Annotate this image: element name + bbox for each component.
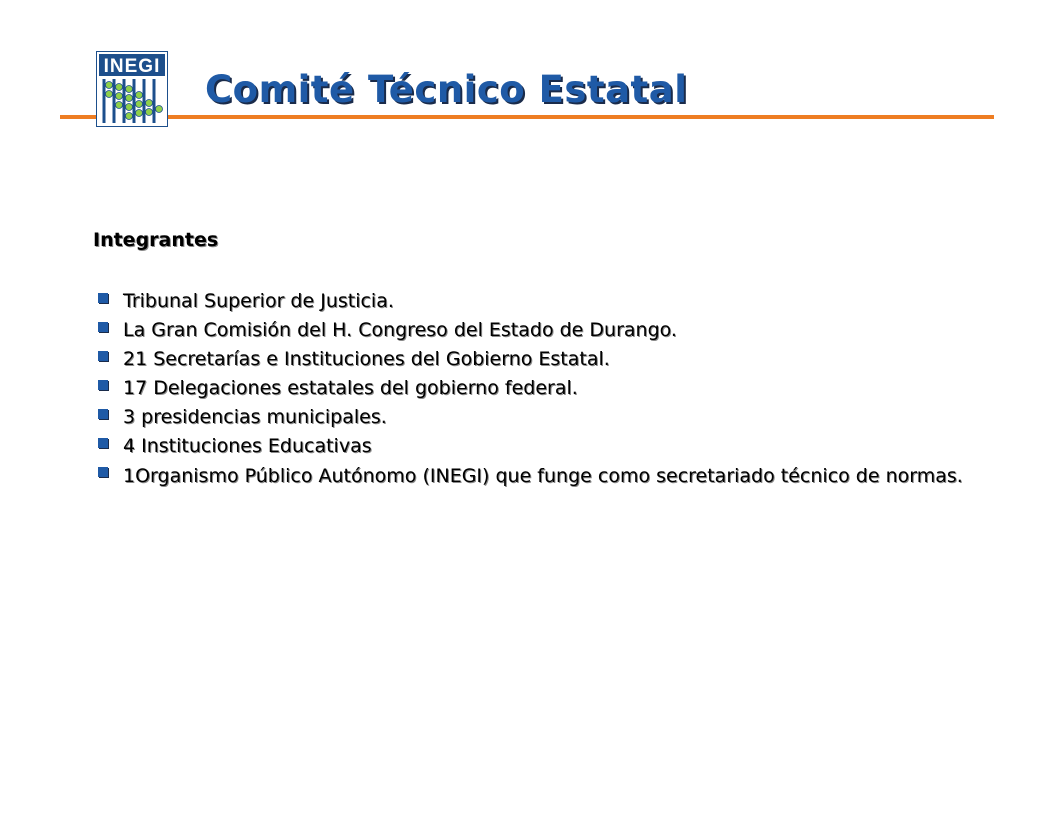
svg-text:INEGI: INEGI: [103, 56, 161, 77]
list-item-text: 1Organismo Público Autónomo (INEGI) que funge como secretariado técnico de normas.: [123, 465, 963, 487]
list-item: [98, 403, 970, 432]
list-item-text: La Gran Comisión del H. Congreso del Estado de Durango.: [123, 319, 677, 341]
list-item: [98, 345, 970, 374]
list-item: [98, 287, 970, 316]
square-bullet-icon: [98, 351, 108, 361]
square-bullet-icon: [98, 467, 108, 477]
list-item: [98, 432, 970, 461]
square-bullet-icon: [98, 293, 108, 303]
square-bullet-icon: [98, 438, 108, 448]
list-item-text: Tribunal Superior de Justicia.: [123, 290, 394, 312]
header-divider: [60, 115, 994, 119]
list-item-text: 21 Secretarías e Instituciones del Gobierno Estatal.: [123, 348, 610, 370]
list-item: [98, 316, 970, 345]
members-list: [98, 287, 970, 491]
section-heading: Integrantes: [93, 229, 219, 251]
square-bullet-icon: [98, 380, 108, 390]
inegi-logo: [96, 51, 168, 127]
list-item-text: 3 presidencias municipales.: [123, 406, 387, 428]
square-bullet-icon: [98, 409, 108, 419]
page-title: Comité Técnico Estatal: [205, 68, 688, 111]
list-item: [98, 461, 970, 491]
list-item: [98, 374, 970, 403]
list-item-text: 17 Delegaciones estatales del gobierno federal.: [123, 377, 578, 399]
list-item-text: 4 Instituciones Educativas: [123, 435, 372, 457]
square-bullet-icon: [98, 322, 108, 332]
